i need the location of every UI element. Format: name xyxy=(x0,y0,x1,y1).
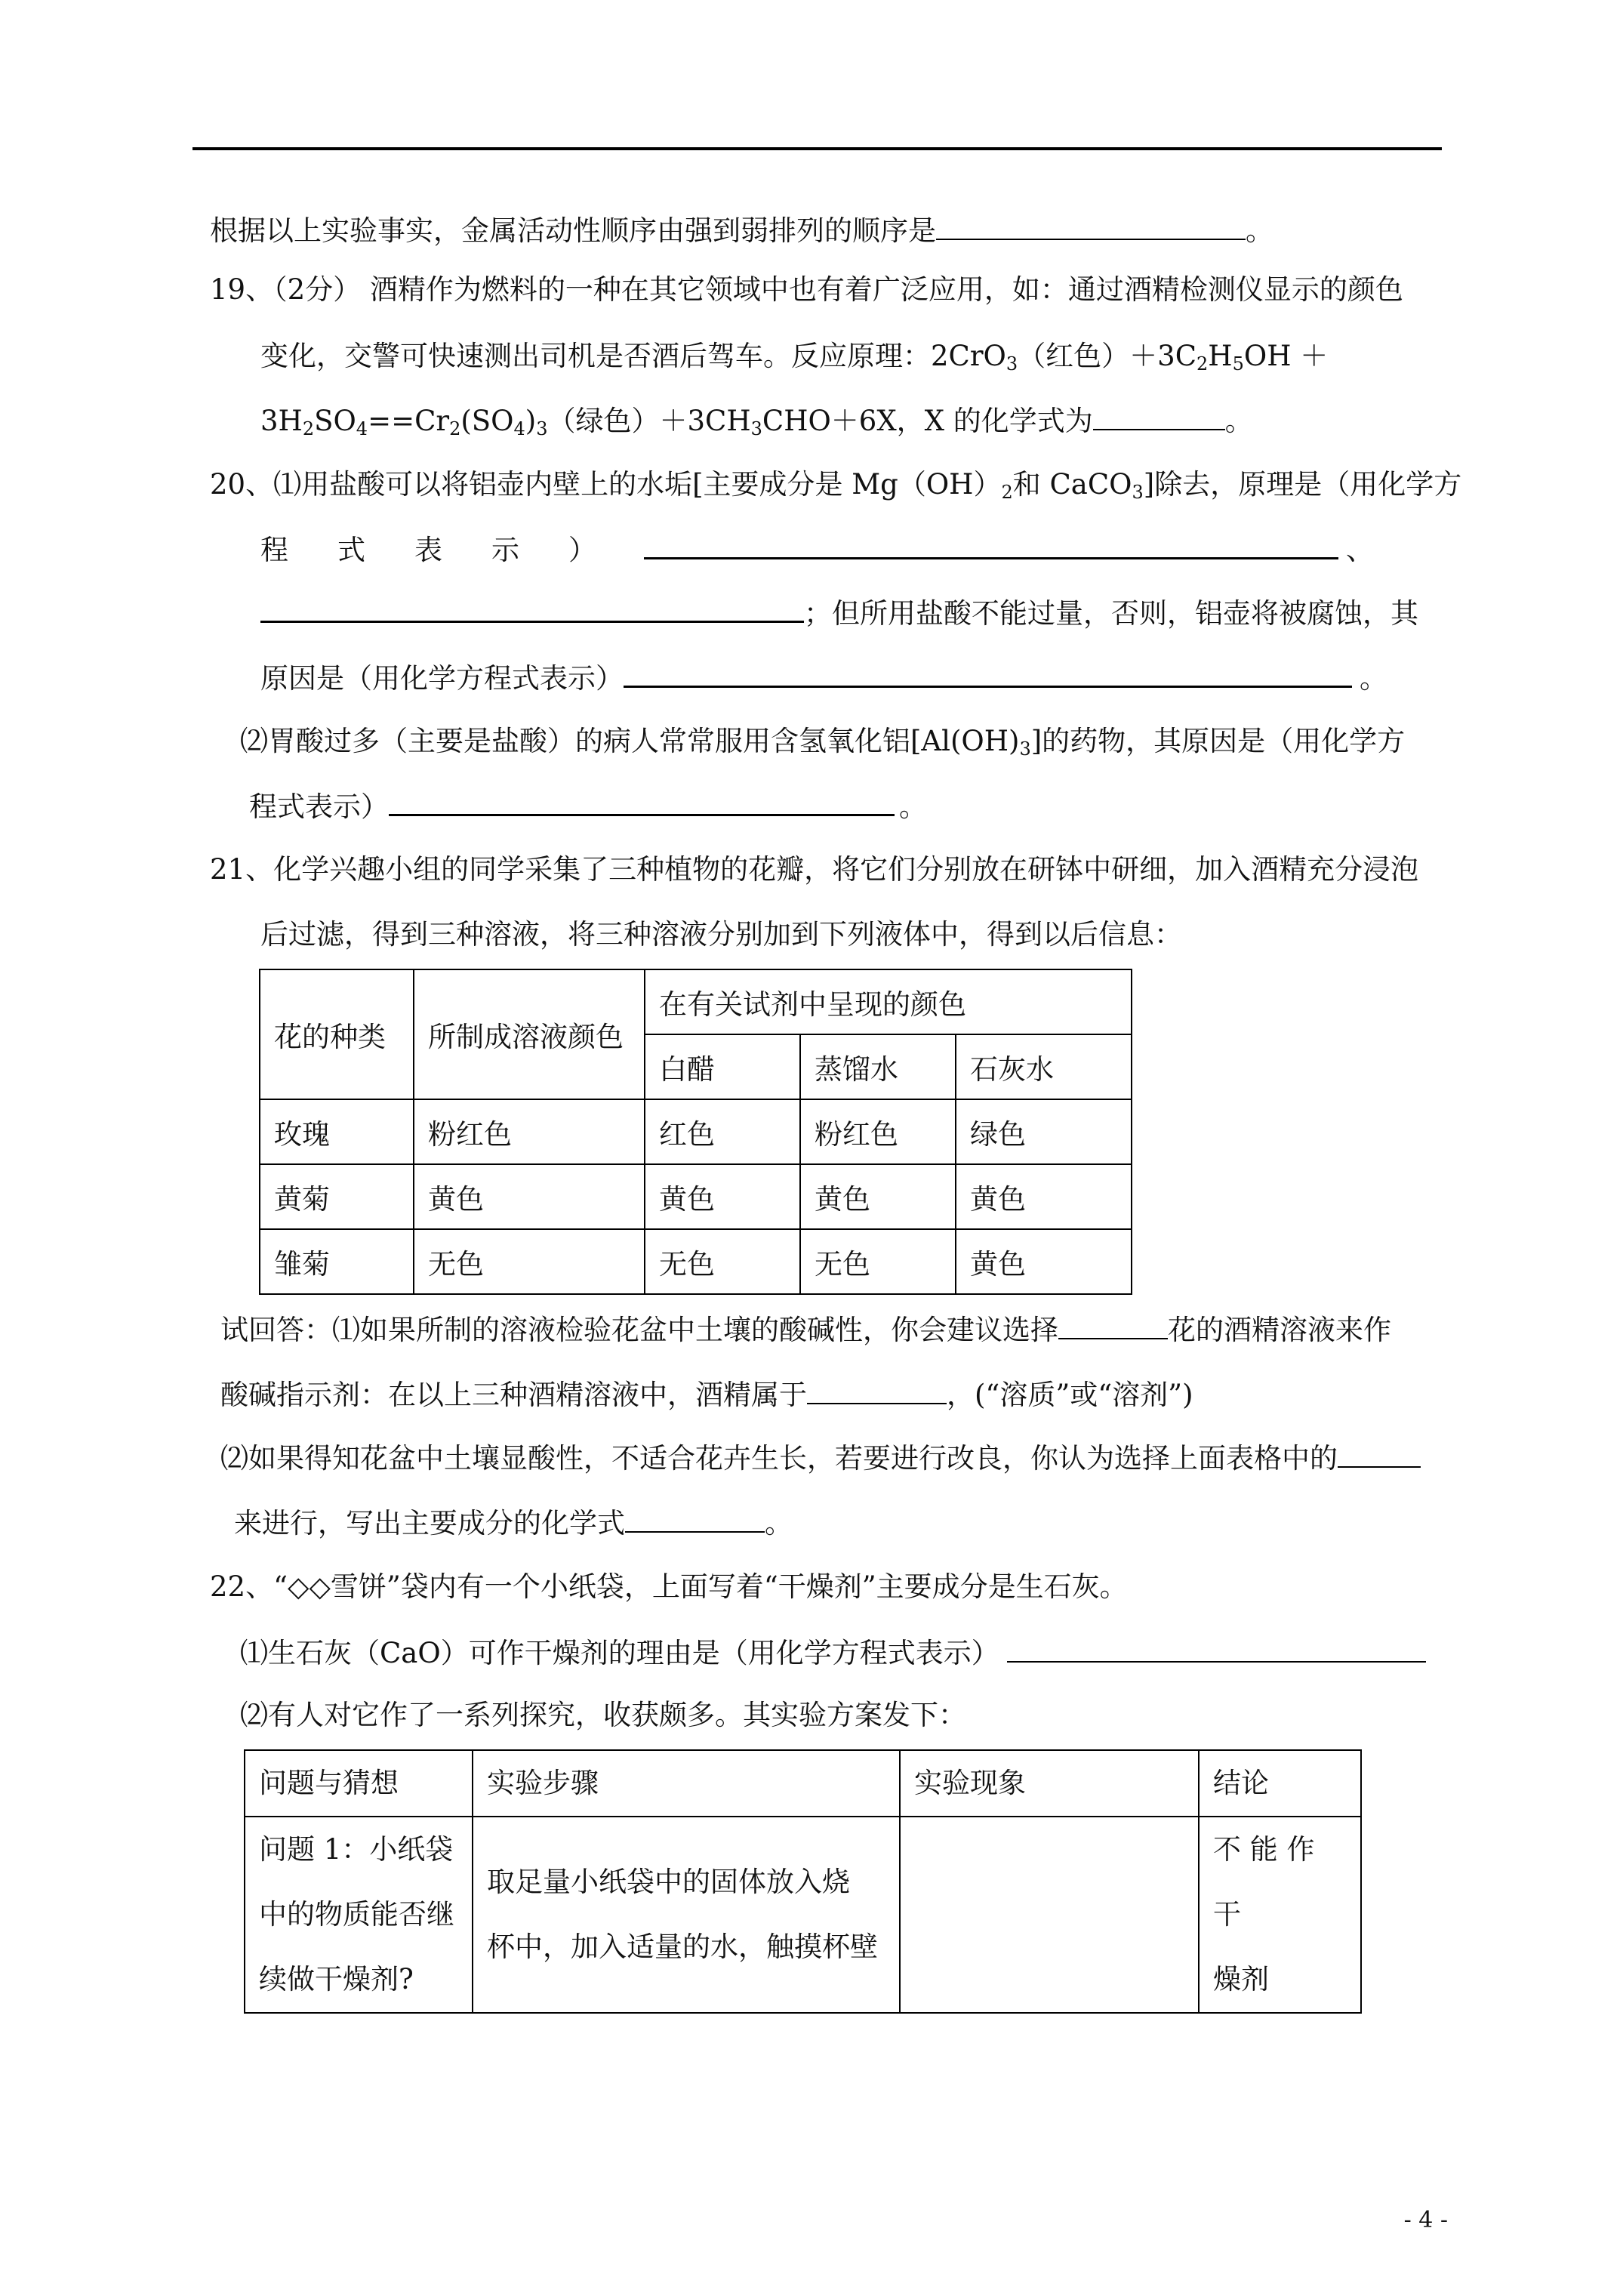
q20-line-6: 程式表示） 。 xyxy=(249,785,927,827)
table-header: 结论 xyxy=(1199,1750,1361,1817)
answer-blank[interactable] xyxy=(1007,1632,1426,1663)
q20-line-1: 20、⑴用盐酸可以将铝壶内壁上的水垢[主要成分是 $Mg(OH)_2$和 CaCO$_3$]除去，原理是（用化学方 xyxy=(210,468,1462,503)
table-row: 雏菊 无色 无色 无色 黄色 xyxy=(260,1229,1132,1294)
q20-line-3: ；但所用盐酸不能过量，否则，铝壶将被腐蚀，其 xyxy=(260,592,1418,633)
experiment-table xyxy=(244,1749,1362,2014)
q20-line-2: 程 式 表 示 ） 、 xyxy=(260,529,1374,570)
table-header: 实验现象 xyxy=(900,1750,1199,1817)
table-header: 花的种类 xyxy=(260,969,414,1099)
q21-answer-4: 来进行，写出主要成分的化学式 。 xyxy=(234,1502,793,1543)
answer-blank[interactable] xyxy=(1338,1438,1421,1468)
q20-line-4: 原因是（用化学方程式表示） 。 xyxy=(260,657,1387,698)
answer-cell[interactable] xyxy=(900,1817,1199,2013)
table-row: 玫瑰 粉红色 红色 粉红色 绿色 xyxy=(260,1099,1132,1164)
answer-blank[interactable] xyxy=(389,785,895,816)
answer-blank[interactable] xyxy=(1058,1309,1168,1339)
table-header: 实验步骤 xyxy=(473,1750,900,1817)
q21-answer-2: 酸碱指示剂：在以上三种酒精溶液中，酒精属于 ，(“溶质”或“溶剂”) xyxy=(220,1374,1193,1415)
q19-line-2: 变化，交警可快速测出司机是否酒后驾车。反应原理：2CrO$_3$（红色）$+3C_2H_5OH$ ＋ xyxy=(260,340,1329,374)
header-rule xyxy=(192,147,1442,150)
answer-blank[interactable] xyxy=(807,1374,947,1404)
table-subheader: 石灰水 xyxy=(956,1034,1132,1099)
answer-blank[interactable] xyxy=(624,657,1352,688)
q19-line-1: 19、（2分） 酒精作为燃料的一种在其它领域中也有着广泛应用，如：通过酒精检测仪显示的颜色 xyxy=(210,273,1403,306)
table-subheader: 蒸馏水 xyxy=(800,1034,956,1099)
table-header: 问题与猜想 xyxy=(245,1750,473,1817)
q21-line-1: 21、化学兴趣小组的同学采集了三种植物的花瓣，将它们分别放在研钵中研细，加入酒精充分浸泡 xyxy=(210,853,1419,886)
q18-conclusion-line: 根据以上实验事实，金属活动性顺序由强到弱排列的顺序是 。 xyxy=(210,210,1273,251)
table-row: 问题 1：小纸袋 中的物质能否继 续做干燥剂? 取足量小纸袋中的固体放入烧 杯中，加入适量的水，触摸杯壁 不 能 作 干 燥剂 xyxy=(245,1817,1361,2013)
answer-blank[interactable] xyxy=(260,592,804,623)
flower-indicator-table xyxy=(259,969,1132,1295)
q21-answer-1: 试回答：⑴如果所制的溶液检验花盆中土壤的酸碱性，你会建议选择 花的酒精溶液来作 xyxy=(220,1309,1391,1350)
q22-line-1: 22、“◇◇雪饼”袋内有一个小纸袋，上面写着“干燥剂”主要成分是生石灰。 xyxy=(210,1570,1128,1603)
q21-line-2: 后过滤，得到三种溶液，将三种溶液分别加到下列液体中，得到以后信息： xyxy=(260,918,1182,951)
table-header: 在有关试剂中呈现的颜色 xyxy=(645,969,1132,1034)
answer-blank[interactable] xyxy=(936,210,1246,240)
q22-line-3: ⑵有人对它作了一系列探究，收获颇多。其实验方案发下： xyxy=(240,1699,966,1731)
answer-blank[interactable] xyxy=(644,529,1338,559)
q21-answer-3: ⑵如果得知花盆中土壤显酸性，不适合花卉生长，若要进行改良，你认为选择上面表格中的 xyxy=(220,1438,1421,1478)
table-subheader: 白醋 xyxy=(645,1034,800,1099)
answer-blank[interactable] xyxy=(625,1502,765,1533)
q20-line-5: ⑵胃酸过多（主要是盐酸）的病人常常服用含氢氧化铝$[Al(OH)_3]$的药物，其原因是（用化学方 xyxy=(240,725,1406,760)
table-row: 黄菊 黄色 黄色 黄色 黄色 xyxy=(260,1164,1132,1229)
table-header: 所制成溶液颜色 xyxy=(414,969,645,1099)
answer-blank[interactable] xyxy=(1093,400,1225,430)
page-number: - 4 - xyxy=(1403,2207,1448,2233)
q19-line-3: $3H_2SO_4==Cr_2(SO_4)_3$（绿色）$+3CH_3CHO+6X$，X 的化学式为 。 xyxy=(260,400,1253,441)
q22-line-2: ⑴生石灰（CaO）可作干燥剂的理由是（用化学方程式表示） xyxy=(240,1632,1426,1673)
